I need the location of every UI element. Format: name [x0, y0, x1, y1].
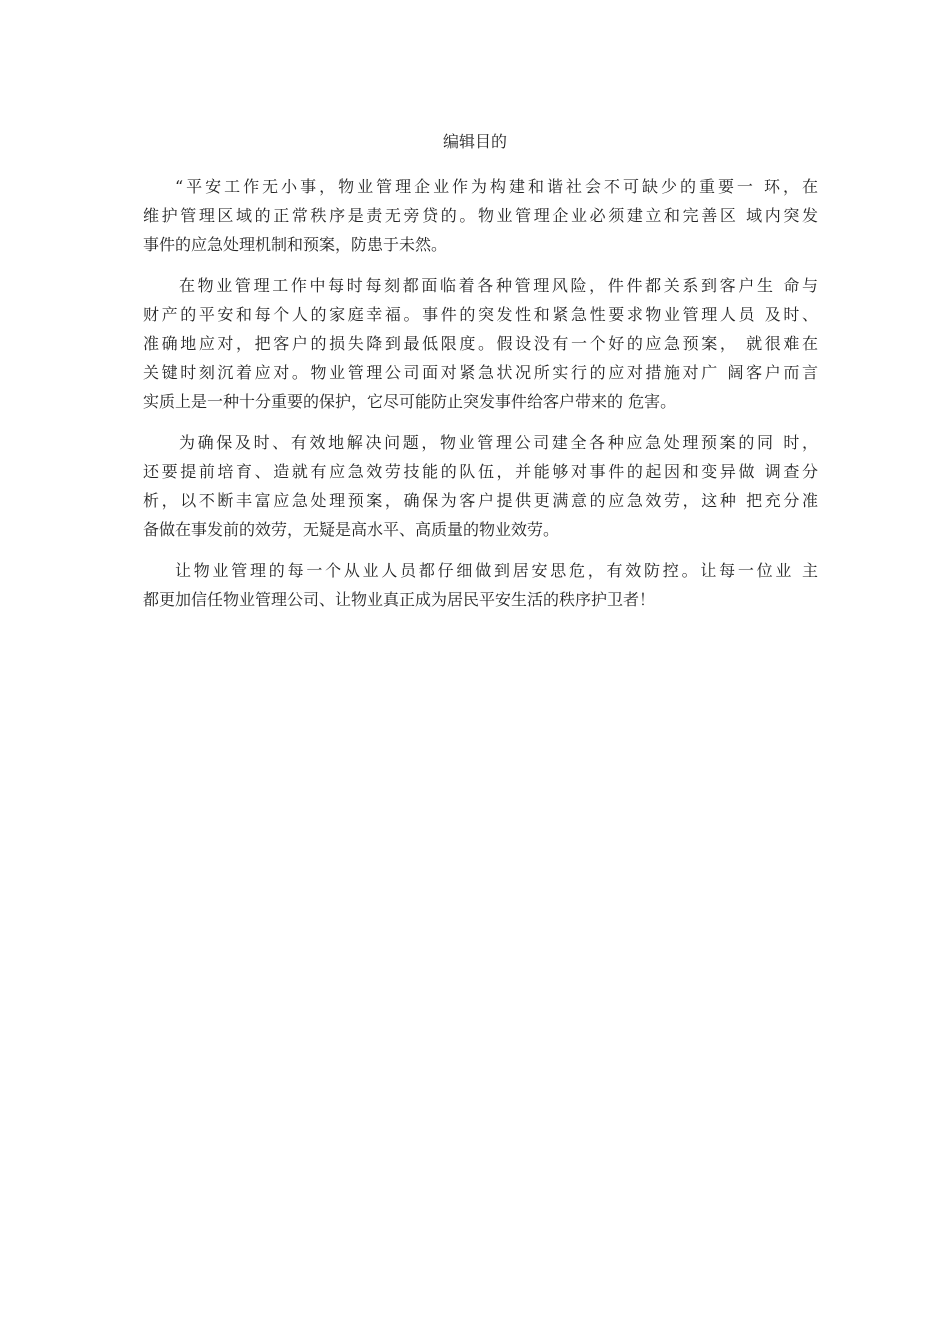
paragraph-line: 析，以不断丰富应急处理预案，确保为客户提供更满意的应急效劳，这种 把充分准: [143, 491, 818, 510]
paragraph-line: 在物业管理工作中每时每刻都面临着各种管理风险，件件都关系到客户生 命与: [179, 276, 818, 295]
paragraph-line: 财产的平安和每个人的家庭幸福。事件的突发性和紧急性要求物业管理人员 及时、: [143, 305, 818, 324]
paragraph-line: 还要提前培育、造就有应急效劳技能的队伍，并能够对事件的起因和变异做 调查分: [143, 462, 818, 481]
paragraph-4: [143, 556, 818, 614]
paragraph-line: 实质上是一种十分重要的保护，它尽可能防止突发事件给客户带来的 危害。: [143, 392, 677, 411]
paragraph-line: 让物业管理的每一个从业人员都仔细做到居安思危，有效防控。让每一位业 主: [175, 561, 818, 580]
paragraph-1: [143, 172, 818, 259]
paragraph-2: [143, 271, 818, 416]
paragraph-3: [143, 428, 818, 544]
document-body: [143, 172, 818, 626]
paragraph-line: 都更加信任物业管理公司、让物业真正成为居民平安生活的秩序护卫者！: [143, 590, 656, 609]
paragraph-line: 备做在事发前的效劳，无疑是高水平、高质量的物业效劳。: [143, 520, 560, 539]
paragraph-line: 关键时刻沉着应对。物业管理公司面对紧急状况所实行的应对措施对广 阔客户而言: [143, 363, 818, 382]
document-title: 编辑目的: [442, 132, 507, 151]
paragraph-line: 事件的应急处理机制和预案，防患于未然。: [143, 235, 448, 254]
paragraph-line: 维护管理区域的正常秩序是责无旁贷的。物业管理企业必须建立和完善区 域内突发: [143, 206, 818, 225]
paragraph-line: 准确地应对，把客户的损失降到最低限度。假设没有一个好的应急预案， 就很难在: [143, 334, 818, 353]
paragraph-line: 为确保及时、有效地解决问题，物业管理公司建全各种应急处理预案的同 时，: [179, 433, 818, 452]
paragraph-line: “平安工作无小事，物业管理企业作为构建和谐社会不可缺少的重要一 环，在: [175, 177, 818, 196]
